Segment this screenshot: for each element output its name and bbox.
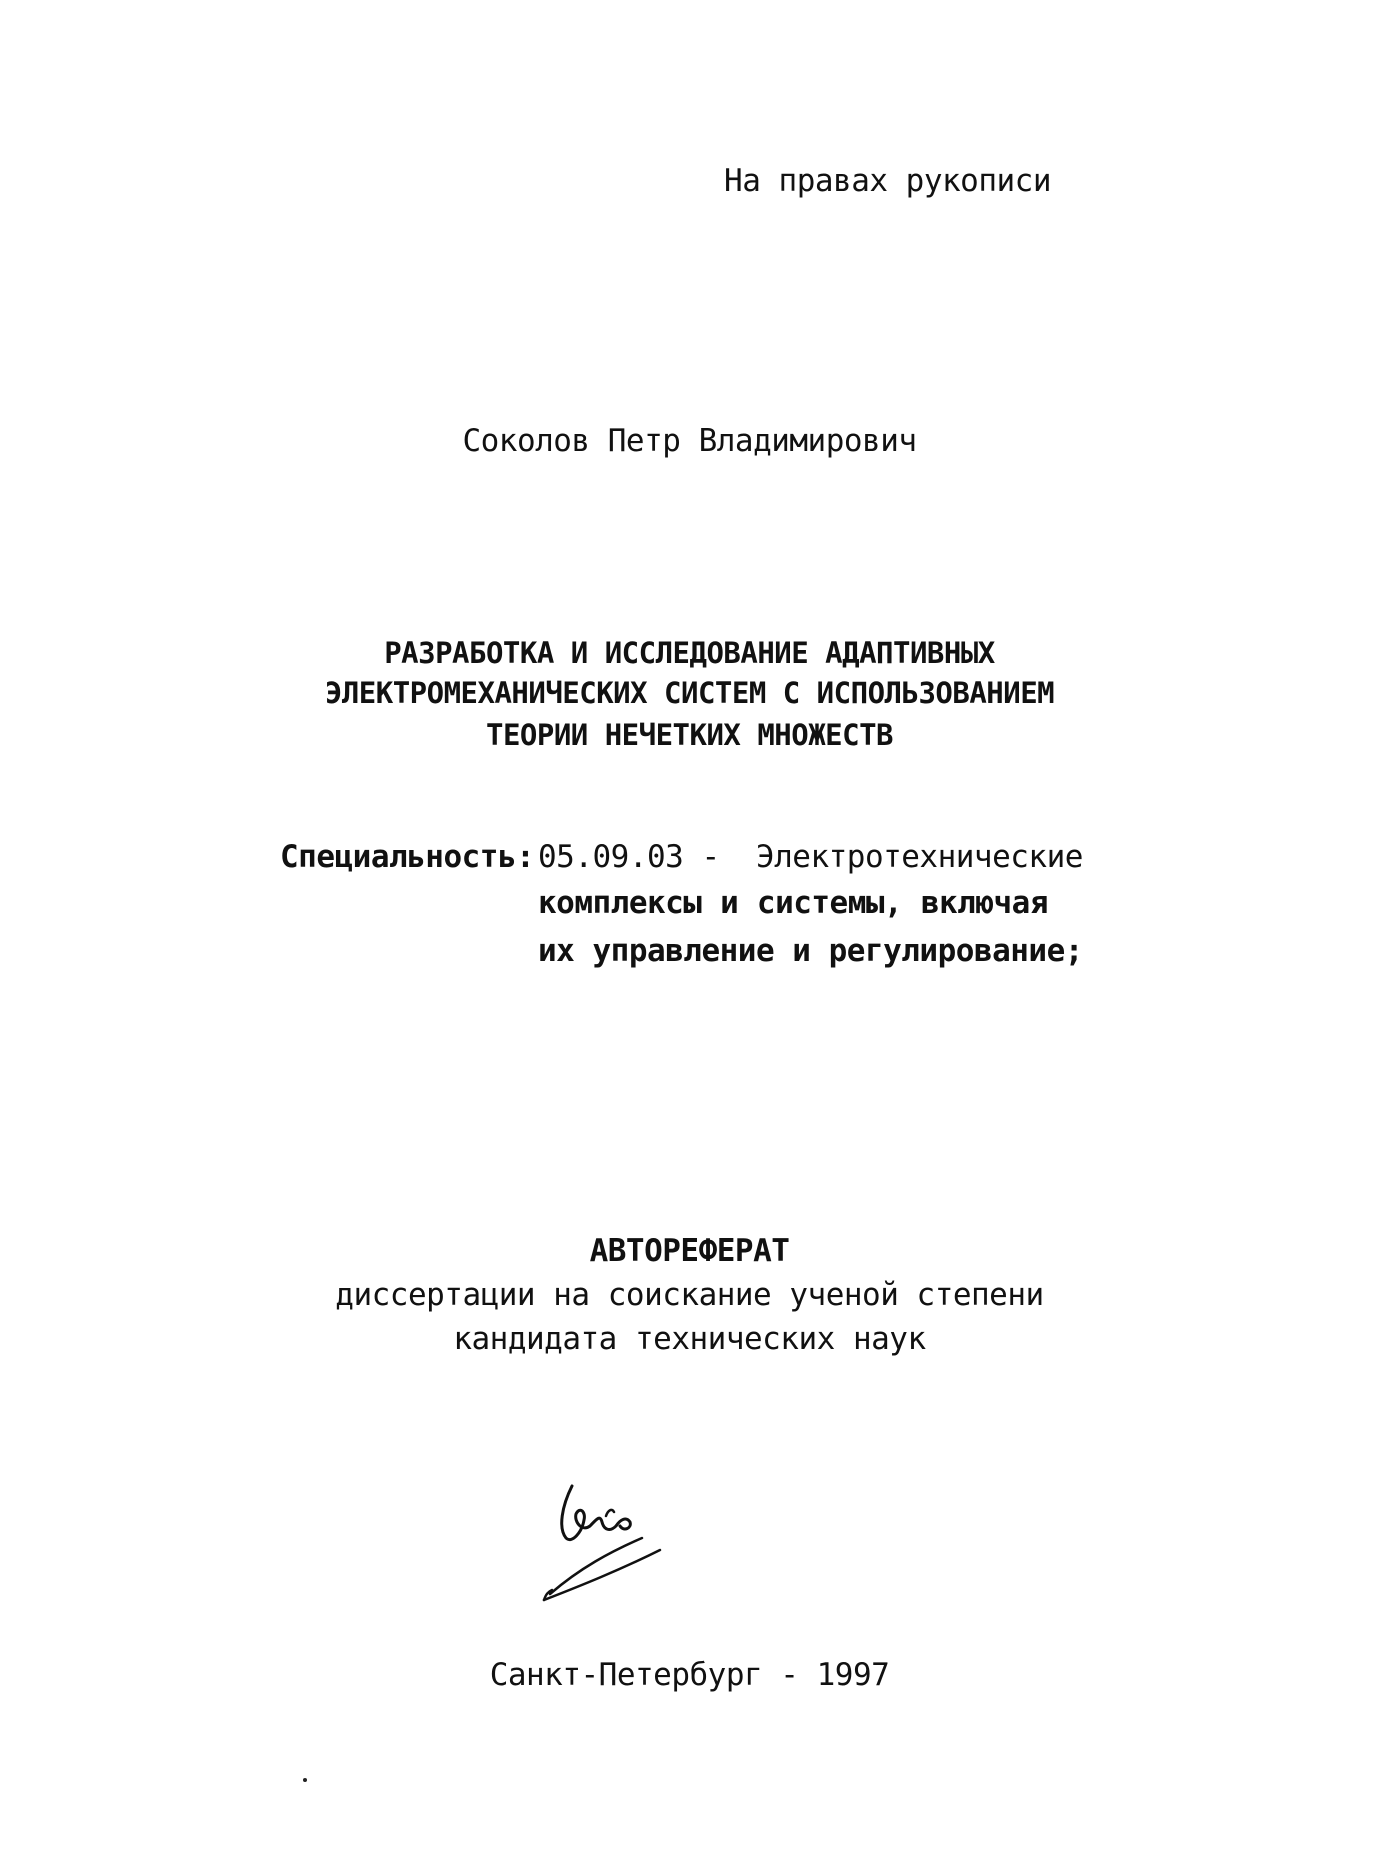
title-line-2: ЭЛЕКТРОМЕХАНИЧЕСКИХ СИСТЕМ С ИСПОЛЬЗОВАНИЕМ <box>324 676 1055 710</box>
manuscript-rights-stamp: На правах рукописи <box>724 163 1051 199</box>
scan-speck <box>303 1778 307 1782</box>
abstract-title: АВТОРЕФЕРАТ <box>589 1233 790 1269</box>
title-line-1: РАЗРАБОТКА И ИССЛЕДОВАНИЕ АДАПТИВНЫХ <box>384 636 995 670</box>
author-name: Соколов Петр Владимирович <box>462 423 917 459</box>
city-year: Санкт-Петербург - 1997 <box>489 1657 890 1693</box>
handwritten-signature-icon <box>510 1476 700 1606</box>
title-line-3: ТЕОРИИ НЕЧЕТКИХ МНОЖЕСТВ <box>485 718 894 752</box>
specialty-label: Специальность: <box>280 839 535 875</box>
abstract-line-2: кандидата технических наук <box>453 1321 926 1357</box>
specialty-line-2: комплексы и системы, включая <box>538 885 1048 921</box>
specialty-line-1: 05.09.03 - Электротехнические <box>538 839 1083 875</box>
abstract-line-1: диссертации на соискание ученой степени <box>335 1277 1044 1313</box>
specialty-line-3: их управление и регулирование; <box>538 933 1083 969</box>
